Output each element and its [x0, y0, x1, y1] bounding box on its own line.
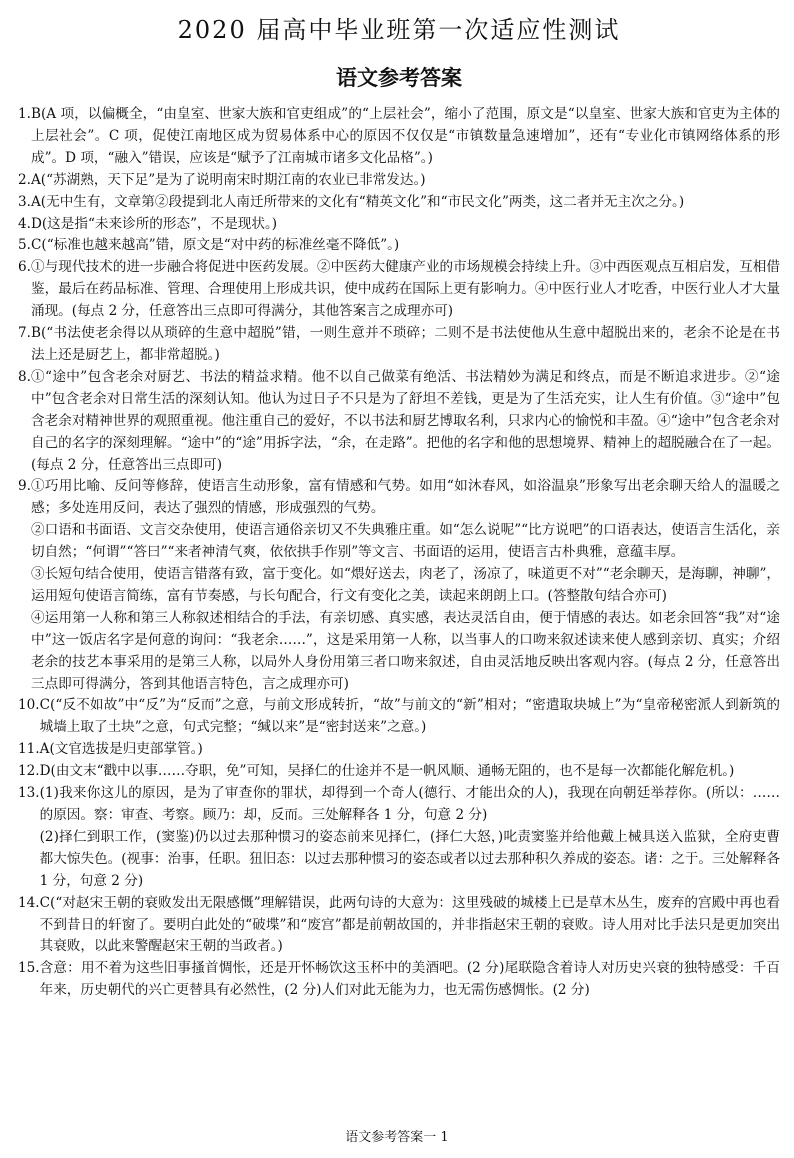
answer-number: 4.: [18, 215, 31, 232]
answer-item-4: [18, 214, 780, 236]
answer-number: 10.: [18, 697, 40, 714]
answer-item-6: [18, 257, 780, 323]
answer-item-10: [18, 695, 780, 739]
answer-number: 12.: [18, 763, 40, 780]
page-subtitle: 语文参考答案: [336, 66, 462, 90]
answer-item-2: [18, 170, 780, 192]
page-title: 2020 届高中毕业班第一次适应性测试: [177, 16, 621, 44]
answer-item-12: [18, 761, 780, 783]
answer-text: ①与现代技术的进一步融合将促进中医药发展。②中医药大健康产业的市场规模会持续上升。③中西医观点互相启发，互相借鉴，最后在药品标准、管理、合理使用上形成共识，使中成药在国际上更有影响力。④中医行业人才吃香，中医行业人才大量涌现。(每点 2 分，任意答出三点即可得满分，其他答案言之成理亦可): [30, 259, 780, 320]
answer-item-11: [18, 739, 780, 761]
answer-item-1: [18, 104, 780, 170]
answer-text-block: [40, 783, 780, 893]
answer-item-9: [18, 476, 780, 695]
answer-item-7: [18, 323, 780, 367]
answer-text: C(“反不如故”中“反”为“反而”之意，与前文形成转折，“故”与前文的“新”相对；“密遣取块城上”为“皇帝秘密派人到新筑的城墙上取了土块”之意，句式完整；“缄以来”是“密封送来”之意。): [39, 697, 780, 736]
answer-text: ①“途中”包含老余对厨艺、书法的精益求精。他不以自己做菜有绝活、书法精妙为满足和终点，而是不断追求进步。②“途中”包含老余对日常生活的深刻认知。他认为过日子不只是为了舒坦不差钱，更是为了生活充实，让人生有价值。③“途中”包含老余对精神世界的观照重视。他注重自己的爱好，不以书法和厨艺博取名利，只求内心的愉悦和丰盈。④“途中”包含老余对自己的名字的深刻理解。“途中”的“途”用拆字法，“余，在走路”。把他的名字和他的思想境界、精神上的超脱融合在了一起。(每点 2 分，任意答出三点即可): [30, 368, 780, 473]
answer-item-13: [18, 783, 780, 893]
answer-item-8: [18, 367, 780, 477]
answer-number: 15.: [18, 960, 40, 977]
answer-number: 13.: [18, 785, 40, 802]
answer-text: C(“对赵宋王朝的衰败发出无限感慨”理解错误，此两句诗的大意为：这里残破的城楼上已是草木丛生，废弃的宫殿中再也看不到昔日的轩窗了。要明白此处的“破堞”和“废宫”都是前朝故国的，并非指赵宋王朝的衰败。诗人用对比手法只是更加突出其衰败，以此来警醒赵宋王朝的当政者。): [39, 894, 780, 955]
answer-paragraph: ③长短句结合使用，使语言错落有致，富于变化。如“煨好送去，肉老了，汤凉了，味道更不对”“老余聊天，是海聊，神聊”，运用短句使语言简练，富有节奏感，与长句配合，行文有变化之美，读起来朗朗上口。(答整散句结合亦可): [30, 566, 780, 604]
answer-number: 3.: [18, 193, 31, 210]
answer-text: B(A 项，以偏概全，“由皇室、世家大族和官吏组成”的“上层社会”，缩小了范围，原文是“以皇室、世家大族和官吏为主体的上层社会”。C 项，促使江南地区成为贸易体系中心的原因不仅仅是“市镇数量急速增加”，还有“专业化市镇网络体系的形成”。D 项，“融入”错误，应该是“赋予了江南城市诸多文化品格”。): [30, 106, 780, 166]
answer-paragraph: ①巧用比喻、反问等修辞，使语言生动形象，富有情感和气势。如用“如沐春风，如浴温泉”形象写出老余聊天给人的温暖之感；多处连用反问，表达了强烈的情感，形成强烈的气势。: [30, 478, 780, 517]
answer-text: A(文官选拔是归吏部掌管。): [39, 741, 203, 758]
answer-text: C(“标准也越来越高”错，原文是“对中药的标准丝毫不降低”。): [30, 237, 400, 254]
answer-number: 1.: [18, 106, 31, 122]
answer-number: 6.: [18, 259, 31, 276]
answer-item-14: [18, 893, 780, 959]
answer-paragraph: ④运用第一人称和第三人称叙述相结合的手法，有亲切感、真实感，表达灵活自由，便于情感的表达。如老余回答“我”对“途中”这一饭店名字是何意的询问：“我老余……”，这是采用第一人称，以当事人的口吻来叙述读来使人感到亲切、真实；介绍老余的技艺本事采用的是第三人称，以局外人身份用第三者口吻来叙述，自由灵活地反映出客观内容。(每点 2 分，任意答出三点即可得满分，答到其他语言特色，言之成理亦可): [30, 609, 780, 692]
answer-number: 8.: [18, 368, 31, 385]
answer-text: A(“苏湖熟，天下足”是为了说明南宋时期江南的农业已非常发达。): [30, 171, 426, 188]
page-footer: 语文参考答案一 1: [345, 1130, 449, 1145]
answer-paragraph: (1)我来你这儿的原因，是为了审查你的罪状，却得到一个奇人(德行、才能出众的人)，我现在向朝廷举荐你。(所以：……的原因。察：审查、考察。顾乃：却，反而。三处解释各 1 分，句意 2 分): [39, 785, 780, 823]
answer-text: B(“书法使老余得以从琐碎的生意中超脱”错，一则生意并不琐碎；二则不是书法使他从生意中超脱出来的，老余不论是在书法上还是厨艺上，都非常超脱。): [30, 325, 780, 363]
answer-number: 7.: [18, 325, 31, 342]
answer-text: 含意：用不着为这些旧事搔首惆怅，还是开怀畅饮这玉杯中的美酒吧。(2 分)尾联隐含着诗人对历史兴衰的独特感受：千百年来，历史朝代的兴亡更替具有必然性，(2 分)人们对此无能为力，也无需伤感惆怅。(2 分): [39, 960, 780, 999]
answer-list: [18, 104, 780, 1002]
answer-number: 9.: [18, 478, 31, 495]
answer-number: 11.: [18, 741, 40, 758]
answer-number: 5.: [18, 237, 31, 254]
answer-item-3: [18, 192, 780, 214]
answer-item-15: [18, 958, 780, 1002]
answer-paragraph: (2)择仁到职工作，(窦鉴)仍以过去那种惯习的姿态前来见择仁，(择仁大怒，)叱责窦鉴并给他戴上械具送入监狱，全府吏曹都大惊失色。(视事：治事，任职。狃旧态：以过去那种惯习的姿态或者以过去那种积久养成的姿态。诸：之于。三处解释各 1 分，句意 2 分): [39, 828, 780, 889]
answer-text-block: [31, 476, 780, 695]
answer-text: D(这是指“未来诊所的形态”，不是现状。): [30, 215, 278, 232]
answer-number: 2.: [18, 171, 31, 188]
answer-number: 14.: [18, 894, 40, 911]
answer-text: D(由文末“戳中以事……夺职，免”可知，吴择仁的仕途并不是一帆风顺、通畅无阻的，也不是每一次都能化解危机。): [39, 763, 735, 780]
answer-paragraph: ②口语和书面语、文言交杂使用，使语言通俗亲切又不失典雅庄重。如“怎么说呢”“比方说吧”的口语表达，使语言生活化，亲切自然；“何谓”“答曰”“来者神清气爽，依依拱手作别”等文言、书面语的运用，使语言古朴典雅，意蕴丰厚。: [30, 522, 780, 561]
answer-item-5: [18, 235, 780, 257]
answer-text: A(无中生有，文章第②段提到北人南迁所带来的文化有“精英文化”和“市民文化”两类，这二者并无主次之分。): [30, 193, 685, 210]
